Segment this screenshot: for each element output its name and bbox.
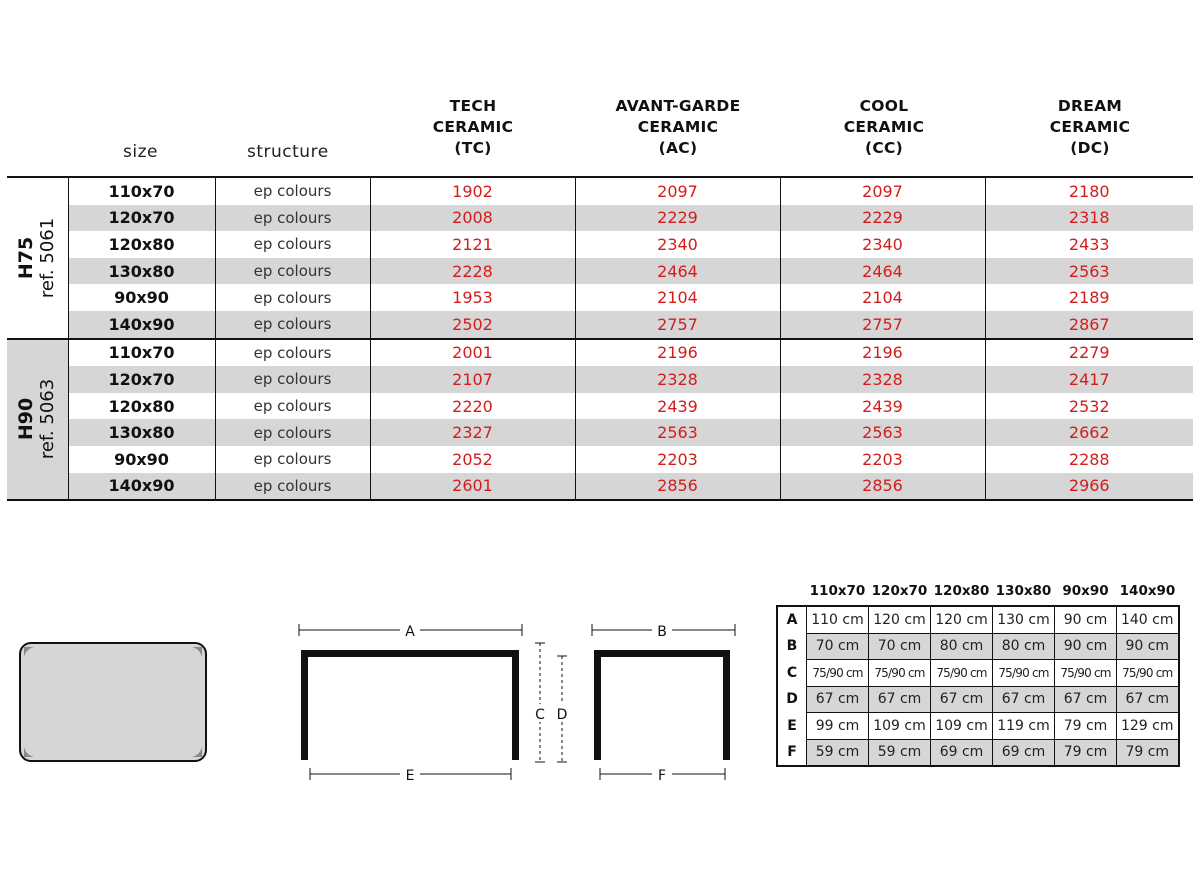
size-cell: 120x70	[68, 205, 215, 232]
table-top-view-diagram	[15, 638, 211, 766]
dimension-cell: 67 cm	[1055, 686, 1117, 713]
header-cool-ceramic: COOL CERAMIC (CC)	[843, 97, 925, 157]
label-a: A	[405, 624, 415, 640]
table-row	[7, 205, 1193, 232]
table-row	[7, 419, 1193, 446]
price-cell: 2439	[575, 393, 780, 420]
label-b: B	[657, 624, 667, 640]
price-cell: 2318	[985, 205, 1193, 232]
table-row	[7, 446, 1193, 473]
price-cell: 2104	[780, 284, 985, 311]
table-row	[7, 366, 1193, 393]
table-row	[7, 393, 1193, 420]
table-row	[7, 339, 1193, 367]
dimension-cell: 75/90 cm	[869, 660, 931, 687]
price-cell: 2228	[370, 258, 575, 285]
price-cell: 2340	[575, 231, 780, 258]
dimension-cell: 90 cm	[1055, 606, 1117, 633]
size-cell: 130x80	[68, 258, 215, 285]
price-cell: 2417	[985, 366, 1193, 393]
table-row	[777, 739, 1179, 766]
dimension-cell: 69 cm	[993, 739, 1055, 766]
dimension-cell: 129 cm	[1117, 713, 1179, 740]
front-elevation-diagram	[290, 610, 580, 790]
price-cell: 2662	[985, 419, 1193, 446]
price-cell: 2220	[370, 393, 575, 420]
price-cell: 2203	[575, 446, 780, 473]
size-cell: 110x70	[68, 339, 215, 367]
table-row	[777, 686, 1179, 713]
price-cell: 2288	[985, 446, 1193, 473]
row-label: D	[786, 691, 798, 708]
dimension-cell: 70 cm	[807, 633, 869, 660]
dimension-cell: 110 cm	[807, 606, 869, 633]
dimension-cell: 75/90 cm	[931, 660, 993, 687]
dimension-cell: 79 cm	[1117, 739, 1179, 766]
dimension-cell: 130 cm	[993, 606, 1055, 633]
price-cell: 2229	[575, 205, 780, 232]
column-header: 130x80	[995, 583, 1052, 599]
dimension-cell: 79 cm	[1055, 713, 1117, 740]
structure-cell: ep colours	[215, 446, 370, 473]
price-table	[7, 176, 1193, 501]
group-label-h75: H75 ref. 5061	[15, 217, 59, 298]
structure-cell: ep colours	[215, 339, 370, 367]
dimension-cell: 120 cm	[869, 606, 931, 633]
structure-cell: ep colours	[215, 231, 370, 258]
price-cell: 2464	[575, 258, 780, 285]
price-cell: 2502	[370, 311, 575, 339]
dimension-cell: 75/90 cm	[1117, 660, 1179, 687]
price-cell: 2052	[370, 446, 575, 473]
tabletop-outline	[20, 643, 206, 761]
price-cell: 2856	[575, 473, 780, 501]
price-cell: 2180	[985, 177, 1193, 205]
price-cell: 2563	[780, 419, 985, 446]
dimension-cell: 67 cm	[807, 686, 869, 713]
price-cell: 1953	[370, 284, 575, 311]
row-label: F	[787, 744, 797, 760]
size-cell: 120x70	[68, 366, 215, 393]
table-row	[7, 284, 1193, 311]
dimension-cell: 67 cm	[1117, 686, 1179, 713]
table-row	[7, 311, 1193, 339]
label-e: E	[405, 768, 415, 784]
price-cell: 2328	[780, 366, 985, 393]
header-dream-ceramic: DREAM CERAMIC (DC)	[1049, 97, 1131, 157]
dimension-cell: 140 cm	[1117, 606, 1179, 633]
header-avant-garde-ceramic: AVANT-GARDE CERAMIC (AC)	[615, 97, 741, 157]
price-cell: 2340	[780, 231, 985, 258]
dimension-cell: 75/90 cm	[807, 660, 869, 687]
column-header: 120x70	[871, 583, 928, 599]
structure-cell: ep colours	[215, 177, 370, 205]
row-label: E	[787, 717, 797, 734]
price-cell: 1902	[370, 177, 575, 205]
dimensions-header-row	[777, 577, 1179, 606]
dimension-cell: 67 cm	[931, 686, 993, 713]
row-label: C	[786, 664, 798, 681]
dimension-cell: 80 cm	[931, 633, 993, 660]
size-cell: 90x90	[68, 284, 215, 311]
price-cell: 2097	[575, 177, 780, 205]
size-cell: 120x80	[68, 231, 215, 258]
column-header: 140x90	[1119, 583, 1176, 599]
table-frame	[301, 650, 519, 760]
table-row	[777, 633, 1179, 660]
header-tech-ceramic: TECH CERAMIC (TC)	[432, 97, 514, 157]
structure-cell: ep colours	[215, 284, 370, 311]
dimension-cell: 109 cm	[931, 713, 993, 740]
price-cell: 2008	[370, 205, 575, 232]
price-cell: 2279	[985, 339, 1193, 367]
price-cell: 2203	[780, 446, 985, 473]
price-cell: 2563	[575, 419, 780, 446]
dimension-cell: 67 cm	[993, 686, 1055, 713]
structure-cell: ep colours	[215, 473, 370, 501]
column-header: 110x70	[809, 583, 866, 599]
price-cell: 2097	[780, 177, 985, 205]
group-label-h90: H90 ref. 5063	[7, 339, 68, 501]
label-f: F	[657, 768, 667, 784]
table-row	[7, 258, 1193, 285]
dimension-cell: 59 cm	[869, 739, 931, 766]
table-row	[777, 713, 1179, 740]
dimension-cell: 90 cm	[1055, 633, 1117, 660]
price-cell: 2757	[780, 311, 985, 339]
price-cell: 2104	[575, 284, 780, 311]
price-cell: 2196	[780, 339, 985, 367]
structure-cell: ep colours	[215, 393, 370, 420]
table-row	[7, 177, 1193, 205]
side-elevation-diagram	[585, 610, 745, 790]
dimension-cell: 90 cm	[1117, 633, 1179, 660]
price-cell: 2327	[370, 419, 575, 446]
dimension-cell: 99 cm	[807, 713, 869, 740]
price-cell: 2867	[985, 311, 1193, 339]
price-cell: 2601	[370, 473, 575, 501]
price-cell: 2328	[575, 366, 780, 393]
table-row	[7, 473, 1193, 501]
dimension-cell: 80 cm	[993, 633, 1055, 660]
structure-cell: ep colours	[215, 419, 370, 446]
dimension-cell: 75/90 cm	[1055, 660, 1117, 687]
structure-cell: ep colours	[215, 311, 370, 339]
dimension-cell: 119 cm	[993, 713, 1055, 740]
dimension-cell: 69 cm	[931, 739, 993, 766]
header-size: size	[123, 142, 158, 162]
price-cell: 2189	[985, 284, 1193, 311]
size-cell: 140x90	[68, 473, 215, 501]
dimension-cell: 59 cm	[807, 739, 869, 766]
size-cell: 120x80	[68, 393, 215, 420]
dimension-cell: 79 cm	[1055, 739, 1117, 766]
price-cell: 2439	[780, 393, 985, 420]
column-header: 120x80	[933, 583, 990, 599]
dimension-cell: 120 cm	[931, 606, 993, 633]
price-cell: 2856	[780, 473, 985, 501]
dimension-cell: 67 cm	[869, 686, 931, 713]
column-header: 90x90	[1062, 583, 1109, 599]
size-cell: 130x80	[68, 419, 215, 446]
price-cell: 2966	[985, 473, 1193, 501]
size-cell: 90x90	[68, 446, 215, 473]
row-label: B	[786, 638, 798, 655]
price-cell: 2121	[370, 231, 575, 258]
price-cell: 2229	[780, 205, 985, 232]
size-cell: 110x70	[68, 177, 215, 205]
table-frame-side	[594, 650, 730, 760]
price-cell: 2464	[780, 258, 985, 285]
price-cell: 2757	[575, 311, 780, 339]
table-row	[777, 660, 1179, 687]
price-cell: 2196	[575, 339, 780, 367]
header-structure: structure	[247, 142, 329, 162]
table-row	[7, 231, 1193, 258]
size-cell: 140x90	[68, 311, 215, 339]
dimension-cell: 109 cm	[869, 713, 931, 740]
dimension-cell: 75/90 cm	[993, 660, 1055, 687]
table-row	[777, 606, 1179, 633]
structure-cell: ep colours	[215, 258, 370, 285]
price-cell: 2563	[985, 258, 1193, 285]
price-cell: 2532	[985, 393, 1193, 420]
price-cell: 2433	[985, 231, 1193, 258]
price-table-header	[0, 96, 1200, 168]
structure-cell: ep colours	[215, 205, 370, 232]
price-cell: 2107	[370, 366, 575, 393]
row-label: A	[786, 612, 798, 628]
dimensions-table	[776, 577, 1180, 767]
label-c: C	[535, 707, 545, 723]
dimension-cell: 70 cm	[869, 633, 931, 660]
label-d: D	[556, 707, 568, 723]
price-cell: 2001	[370, 339, 575, 367]
structure-cell: ep colours	[215, 366, 370, 393]
